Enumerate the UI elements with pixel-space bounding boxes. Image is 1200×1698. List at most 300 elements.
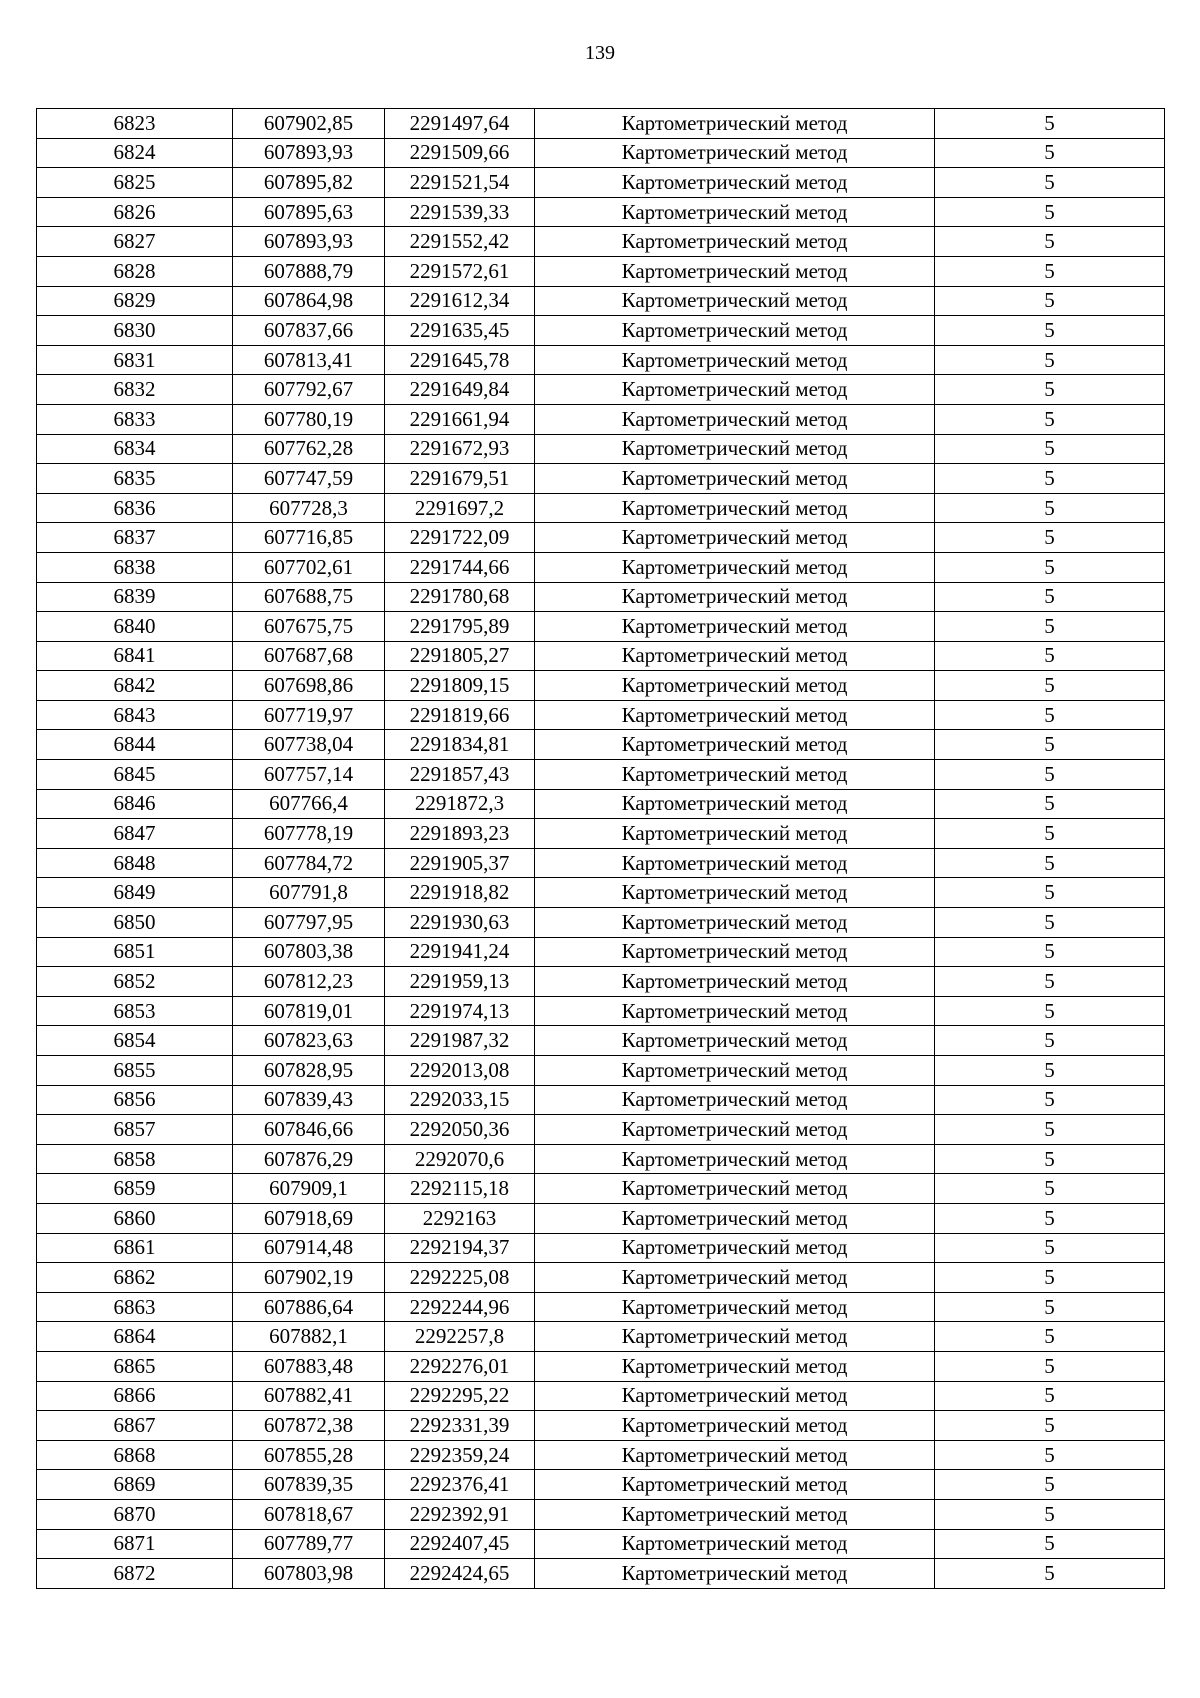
table-row [37, 227, 1165, 257]
table-row [37, 1381, 1165, 1411]
method-cell: Картометрический метод [535, 1470, 935, 1500]
x-coordinate-cell: 607812,23 [233, 967, 385, 997]
point-number-cell: 6824 [37, 138, 233, 168]
accuracy-cell: 5 [935, 286, 1165, 316]
method-cell: Картометрический метод [535, 1381, 935, 1411]
method-cell: Картометрический метод [535, 789, 935, 819]
method-cell: Картометрический метод [535, 375, 935, 405]
point-number-cell: 6829 [37, 286, 233, 316]
point-number-cell: 6866 [37, 1381, 233, 1411]
point-number-cell: 6863 [37, 1292, 233, 1322]
point-number-cell: 6830 [37, 316, 233, 346]
y-coordinate-cell: 2292257,8 [385, 1322, 535, 1352]
accuracy-cell: 5 [935, 316, 1165, 346]
point-number-cell: 6860 [37, 1203, 233, 1233]
table-row [37, 1470, 1165, 1500]
method-cell: Картометрический метод [535, 1026, 935, 1056]
y-coordinate-cell: 2292115,18 [385, 1174, 535, 1204]
method-cell: Картометрический метод [535, 1085, 935, 1115]
method-cell: Картометрический метод [535, 967, 935, 997]
point-number-cell: 6842 [37, 671, 233, 701]
accuracy-cell: 5 [935, 582, 1165, 612]
x-coordinate-cell: 607902,85 [233, 109, 385, 139]
y-coordinate-cell: 2291893,23 [385, 819, 535, 849]
accuracy-cell: 5 [935, 1263, 1165, 1293]
y-coordinate-cell: 2291974,13 [385, 996, 535, 1026]
y-coordinate-cell: 2291795,89 [385, 612, 535, 642]
point-number-cell: 6843 [37, 700, 233, 730]
method-cell: Картометрический метод [535, 286, 935, 316]
accuracy-cell: 5 [935, 967, 1165, 997]
table-row [37, 641, 1165, 671]
table-row [37, 612, 1165, 642]
method-cell: Картометрический метод [535, 227, 935, 257]
accuracy-cell: 5 [935, 1085, 1165, 1115]
y-coordinate-cell: 2292194,37 [385, 1233, 535, 1263]
x-coordinate-cell: 607839,35 [233, 1470, 385, 1500]
accuracy-cell: 5 [935, 1529, 1165, 1559]
table-row [37, 582, 1165, 612]
x-coordinate-cell: 607864,98 [233, 286, 385, 316]
y-coordinate-cell: 2291834,81 [385, 730, 535, 760]
x-coordinate-cell: 607855,28 [233, 1440, 385, 1470]
accuracy-cell: 5 [935, 1233, 1165, 1263]
y-coordinate-cell: 2291722,09 [385, 523, 535, 553]
x-coordinate-cell: 607675,75 [233, 612, 385, 642]
point-number-cell: 6871 [37, 1529, 233, 1559]
point-number-cell: 6837 [37, 523, 233, 553]
y-coordinate-cell: 2291930,63 [385, 908, 535, 938]
table-row [37, 730, 1165, 760]
y-coordinate-cell: 2291809,15 [385, 671, 535, 701]
table-row [37, 1026, 1165, 1056]
table-row [37, 375, 1165, 405]
table-row [37, 464, 1165, 494]
x-coordinate-cell: 607687,68 [233, 641, 385, 671]
accuracy-cell: 5 [935, 612, 1165, 642]
method-cell: Картометрический метод [535, 612, 935, 642]
table-row [37, 819, 1165, 849]
x-coordinate-cell: 607716,85 [233, 523, 385, 553]
point-number-cell: 6868 [37, 1440, 233, 1470]
accuracy-cell: 5 [935, 493, 1165, 523]
accuracy-cell: 5 [935, 1056, 1165, 1086]
method-cell: Картометрический метод [535, 168, 935, 198]
method-cell: Картометрический метод [535, 434, 935, 464]
table-row [37, 1233, 1165, 1263]
x-coordinate-cell: 607766,4 [233, 789, 385, 819]
method-cell: Картометрический метод [535, 1115, 935, 1145]
point-number-cell: 6823 [37, 109, 233, 139]
table-row [37, 1322, 1165, 1352]
x-coordinate-cell: 607895,63 [233, 197, 385, 227]
y-coordinate-cell: 2292225,08 [385, 1263, 535, 1293]
accuracy-cell: 5 [935, 760, 1165, 790]
table-row [37, 345, 1165, 375]
table-row [37, 1440, 1165, 1470]
accuracy-cell: 5 [935, 671, 1165, 701]
x-coordinate-cell: 607797,95 [233, 908, 385, 938]
x-coordinate-cell: 607828,95 [233, 1056, 385, 1086]
y-coordinate-cell: 2291819,66 [385, 700, 535, 730]
y-coordinate-cell: 2291780,68 [385, 582, 535, 612]
point-number-cell: 6844 [37, 730, 233, 760]
y-coordinate-cell: 2292163 [385, 1203, 535, 1233]
method-cell: Картометрический метод [535, 552, 935, 582]
y-coordinate-cell: 2291509,66 [385, 138, 535, 168]
point-number-cell: 6851 [37, 937, 233, 967]
point-number-cell: 6847 [37, 819, 233, 849]
table-row [37, 404, 1165, 434]
x-coordinate-cell: 607888,79 [233, 256, 385, 286]
coordinates-table-body [37, 109, 1165, 1589]
x-coordinate-cell: 607818,67 [233, 1499, 385, 1529]
table-row [37, 552, 1165, 582]
x-coordinate-cell: 607813,41 [233, 345, 385, 375]
point-number-cell: 6845 [37, 760, 233, 790]
table-row [37, 1499, 1165, 1529]
accuracy-cell: 5 [935, 1499, 1165, 1529]
y-coordinate-cell: 2291959,13 [385, 967, 535, 997]
x-coordinate-cell: 607702,61 [233, 552, 385, 582]
y-coordinate-cell: 2291872,3 [385, 789, 535, 819]
point-number-cell: 6825 [37, 168, 233, 198]
point-number-cell: 6849 [37, 878, 233, 908]
x-coordinate-cell: 607728,3 [233, 493, 385, 523]
x-coordinate-cell: 607893,93 [233, 138, 385, 168]
point-number-cell: 6848 [37, 848, 233, 878]
point-number-cell: 6838 [37, 552, 233, 582]
x-coordinate-cell: 607792,67 [233, 375, 385, 405]
table-row [37, 967, 1165, 997]
accuracy-cell: 5 [935, 434, 1165, 464]
x-coordinate-cell: 607791,8 [233, 878, 385, 908]
method-cell: Картометрический метод [535, 1559, 935, 1589]
y-coordinate-cell: 2292424,65 [385, 1559, 535, 1589]
table-row [37, 1292, 1165, 1322]
accuracy-cell: 5 [935, 1203, 1165, 1233]
point-number-cell: 6870 [37, 1499, 233, 1529]
method-cell: Картометрический метод [535, 138, 935, 168]
x-coordinate-cell: 607893,93 [233, 227, 385, 257]
x-coordinate-cell: 607803,38 [233, 937, 385, 967]
y-coordinate-cell: 2292359,24 [385, 1440, 535, 1470]
y-coordinate-cell: 2291497,64 [385, 109, 535, 139]
method-cell: Картометрический метод [535, 1529, 935, 1559]
point-number-cell: 6831 [37, 345, 233, 375]
x-coordinate-cell: 607883,48 [233, 1351, 385, 1381]
table-row [37, 1085, 1165, 1115]
method-cell: Картометрический метод [535, 197, 935, 227]
accuracy-cell: 5 [935, 996, 1165, 1026]
x-coordinate-cell: 607757,14 [233, 760, 385, 790]
x-coordinate-cell: 607909,1 [233, 1174, 385, 1204]
accuracy-cell: 5 [935, 1411, 1165, 1441]
x-coordinate-cell: 607882,1 [233, 1322, 385, 1352]
y-coordinate-cell: 2291552,42 [385, 227, 535, 257]
x-coordinate-cell: 607803,98 [233, 1559, 385, 1589]
x-coordinate-cell: 607846,66 [233, 1115, 385, 1145]
method-cell: Картометрический метод [535, 730, 935, 760]
method-cell: Картометрический метод [535, 760, 935, 790]
method-cell: Картометрический метод [535, 464, 935, 494]
accuracy-cell: 5 [935, 1115, 1165, 1145]
accuracy-cell: 5 [935, 1559, 1165, 1589]
y-coordinate-cell: 2292033,15 [385, 1085, 535, 1115]
method-cell: Картометрический метод [535, 523, 935, 553]
accuracy-cell: 5 [935, 197, 1165, 227]
x-coordinate-cell: 607914,48 [233, 1233, 385, 1263]
accuracy-cell: 5 [935, 138, 1165, 168]
y-coordinate-cell: 2292407,45 [385, 1529, 535, 1559]
method-cell: Картометрический метод [535, 404, 935, 434]
accuracy-cell: 5 [935, 937, 1165, 967]
point-number-cell: 6858 [37, 1144, 233, 1174]
x-coordinate-cell: 607738,04 [233, 730, 385, 760]
table-row [37, 316, 1165, 346]
accuracy-cell: 5 [935, 641, 1165, 671]
accuracy-cell: 5 [935, 1351, 1165, 1381]
accuracy-cell: 5 [935, 227, 1165, 257]
table-row [37, 760, 1165, 790]
page-number: 139 [585, 42, 615, 64]
x-coordinate-cell: 607789,77 [233, 1529, 385, 1559]
accuracy-cell: 5 [935, 256, 1165, 286]
y-coordinate-cell: 2291805,27 [385, 641, 535, 671]
point-number-cell: 6857 [37, 1115, 233, 1145]
method-cell: Картометрический метод [535, 256, 935, 286]
y-coordinate-cell: 2292070,6 [385, 1144, 535, 1174]
y-coordinate-cell: 2291857,43 [385, 760, 535, 790]
y-coordinate-cell: 2291661,94 [385, 404, 535, 434]
table-row [37, 1411, 1165, 1441]
y-coordinate-cell: 2291744,66 [385, 552, 535, 582]
method-cell: Картометрический метод [535, 1174, 935, 1204]
accuracy-cell: 5 [935, 1470, 1165, 1500]
x-coordinate-cell: 607882,41 [233, 1381, 385, 1411]
x-coordinate-cell: 607902,19 [233, 1263, 385, 1293]
y-coordinate-cell: 2291905,37 [385, 848, 535, 878]
accuracy-cell: 5 [935, 168, 1165, 198]
method-cell: Картометрический метод [535, 908, 935, 938]
method-cell: Картометрический метод [535, 1203, 935, 1233]
x-coordinate-cell: 607872,38 [233, 1411, 385, 1441]
table-row [37, 908, 1165, 938]
table-row [37, 1529, 1165, 1559]
table-row [37, 1559, 1165, 1589]
x-coordinate-cell: 607876,29 [233, 1144, 385, 1174]
method-cell: Картометрический метод [535, 848, 935, 878]
y-coordinate-cell: 2291635,45 [385, 316, 535, 346]
y-coordinate-cell: 2291572,61 [385, 256, 535, 286]
point-number-cell: 6832 [37, 375, 233, 405]
point-number-cell: 6855 [37, 1056, 233, 1086]
x-coordinate-cell: 607747,59 [233, 464, 385, 494]
table-row [37, 671, 1165, 701]
method-cell: Картометрический метод [535, 937, 935, 967]
point-number-cell: 6850 [37, 908, 233, 938]
accuracy-cell: 5 [935, 1026, 1165, 1056]
table-row [37, 434, 1165, 464]
y-coordinate-cell: 2292376,41 [385, 1470, 535, 1500]
point-number-cell: 6839 [37, 582, 233, 612]
method-cell: Картометрический метод [535, 996, 935, 1026]
accuracy-cell: 5 [935, 1440, 1165, 1470]
point-number-cell: 6872 [37, 1559, 233, 1589]
point-number-cell: 6864 [37, 1322, 233, 1352]
x-coordinate-cell: 607698,86 [233, 671, 385, 701]
point-number-cell: 6852 [37, 967, 233, 997]
accuracy-cell: 5 [935, 1322, 1165, 1352]
table-row [37, 109, 1165, 139]
accuracy-cell: 5 [935, 345, 1165, 375]
table-row [37, 256, 1165, 286]
y-coordinate-cell: 2291645,78 [385, 345, 535, 375]
x-coordinate-cell: 607839,43 [233, 1085, 385, 1115]
table-row [37, 286, 1165, 316]
accuracy-cell: 5 [935, 908, 1165, 938]
accuracy-cell: 5 [935, 1174, 1165, 1204]
y-coordinate-cell: 2291521,54 [385, 168, 535, 198]
table-row [37, 1115, 1165, 1145]
x-coordinate-cell: 607719,97 [233, 700, 385, 730]
table-row [37, 700, 1165, 730]
method-cell: Картометрический метод [535, 1499, 935, 1529]
point-number-cell: 6828 [37, 256, 233, 286]
method-cell: Картометрический метод [535, 1440, 935, 1470]
accuracy-cell: 5 [935, 819, 1165, 849]
table-row [37, 789, 1165, 819]
accuracy-cell: 5 [935, 375, 1165, 405]
x-coordinate-cell: 607837,66 [233, 316, 385, 346]
method-cell: Картометрический метод [535, 1322, 935, 1352]
coordinates-table [36, 108, 1165, 1589]
y-coordinate-cell: 2292276,01 [385, 1351, 535, 1381]
accuracy-cell: 5 [935, 1381, 1165, 1411]
y-coordinate-cell: 2291539,33 [385, 197, 535, 227]
point-number-cell: 6859 [37, 1174, 233, 1204]
accuracy-cell: 5 [935, 730, 1165, 760]
x-coordinate-cell: 607895,82 [233, 168, 385, 198]
y-coordinate-cell: 2291679,51 [385, 464, 535, 494]
method-cell: Картометрический метод [535, 582, 935, 612]
y-coordinate-cell: 2292331,39 [385, 1411, 535, 1441]
method-cell: Картометрический метод [535, 109, 935, 139]
y-coordinate-cell: 2292392,91 [385, 1499, 535, 1529]
point-number-cell: 6846 [37, 789, 233, 819]
point-number-cell: 6867 [37, 1411, 233, 1441]
table-row [37, 168, 1165, 198]
table-row [37, 996, 1165, 1026]
table-row [37, 138, 1165, 168]
x-coordinate-cell: 607688,75 [233, 582, 385, 612]
point-number-cell: 6862 [37, 1263, 233, 1293]
y-coordinate-cell: 2292013,08 [385, 1056, 535, 1086]
accuracy-cell: 5 [935, 523, 1165, 553]
table-row [37, 1351, 1165, 1381]
method-cell: Картометрический метод [535, 1233, 935, 1263]
x-coordinate-cell: 607784,72 [233, 848, 385, 878]
y-coordinate-cell: 2291918,82 [385, 878, 535, 908]
point-number-cell: 6835 [37, 464, 233, 494]
point-number-cell: 6865 [37, 1351, 233, 1381]
table-row [37, 1174, 1165, 1204]
accuracy-cell: 5 [935, 700, 1165, 730]
table-row [37, 1263, 1165, 1293]
method-cell: Картометрический метод [535, 671, 935, 701]
point-number-cell: 6853 [37, 996, 233, 1026]
point-number-cell: 6833 [37, 404, 233, 434]
method-cell: Картометрический метод [535, 1263, 935, 1293]
point-number-cell: 6856 [37, 1085, 233, 1115]
method-cell: Картометрический метод [535, 700, 935, 730]
accuracy-cell: 5 [935, 109, 1165, 139]
table-row [37, 848, 1165, 878]
point-number-cell: 6869 [37, 1470, 233, 1500]
point-number-cell: 6861 [37, 1233, 233, 1263]
point-number-cell: 6827 [37, 227, 233, 257]
y-coordinate-cell: 2291649,84 [385, 375, 535, 405]
x-coordinate-cell: 607886,64 [233, 1292, 385, 1322]
point-number-cell: 6854 [37, 1026, 233, 1056]
y-coordinate-cell: 2292244,96 [385, 1292, 535, 1322]
method-cell: Картометрический метод [535, 1144, 935, 1174]
x-coordinate-cell: 607823,63 [233, 1026, 385, 1056]
x-coordinate-cell: 607778,19 [233, 819, 385, 849]
method-cell: Картометрический метод [535, 1056, 935, 1086]
x-coordinate-cell: 607819,01 [233, 996, 385, 1026]
table-row [37, 937, 1165, 967]
point-number-cell: 6841 [37, 641, 233, 671]
y-coordinate-cell: 2291672,93 [385, 434, 535, 464]
table-row [37, 523, 1165, 553]
method-cell: Картометрический метод [535, 1292, 935, 1322]
accuracy-cell: 5 [935, 848, 1165, 878]
accuracy-cell: 5 [935, 552, 1165, 582]
y-coordinate-cell: 2291697,2 [385, 493, 535, 523]
table-row [37, 1144, 1165, 1174]
method-cell: Картометрический метод [535, 493, 935, 523]
x-coordinate-cell: 607762,28 [233, 434, 385, 464]
accuracy-cell: 5 [935, 464, 1165, 494]
table-row [37, 878, 1165, 908]
method-cell: Картометрический метод [535, 641, 935, 671]
y-coordinate-cell: 2292050,36 [385, 1115, 535, 1145]
x-coordinate-cell: 607780,19 [233, 404, 385, 434]
method-cell: Картометрический метод [535, 819, 935, 849]
table-row [37, 493, 1165, 523]
accuracy-cell: 5 [935, 404, 1165, 434]
method-cell: Картометрический метод [535, 878, 935, 908]
point-number-cell: 6840 [37, 612, 233, 642]
accuracy-cell: 5 [935, 789, 1165, 819]
point-number-cell: 6834 [37, 434, 233, 464]
table-row [37, 197, 1165, 227]
y-coordinate-cell: 2292295,22 [385, 1381, 535, 1411]
point-number-cell: 6826 [37, 197, 233, 227]
table-row [37, 1056, 1165, 1086]
method-cell: Картометрический метод [535, 1351, 935, 1381]
y-coordinate-cell: 2291987,32 [385, 1026, 535, 1056]
table-row [37, 1203, 1165, 1233]
method-cell: Картометрический метод [535, 1411, 935, 1441]
method-cell: Картометрический метод [535, 316, 935, 346]
accuracy-cell: 5 [935, 1292, 1165, 1322]
accuracy-cell: 5 [935, 878, 1165, 908]
accuracy-cell: 5 [935, 1144, 1165, 1174]
y-coordinate-cell: 2291941,24 [385, 937, 535, 967]
y-coordinate-cell: 2291612,34 [385, 286, 535, 316]
